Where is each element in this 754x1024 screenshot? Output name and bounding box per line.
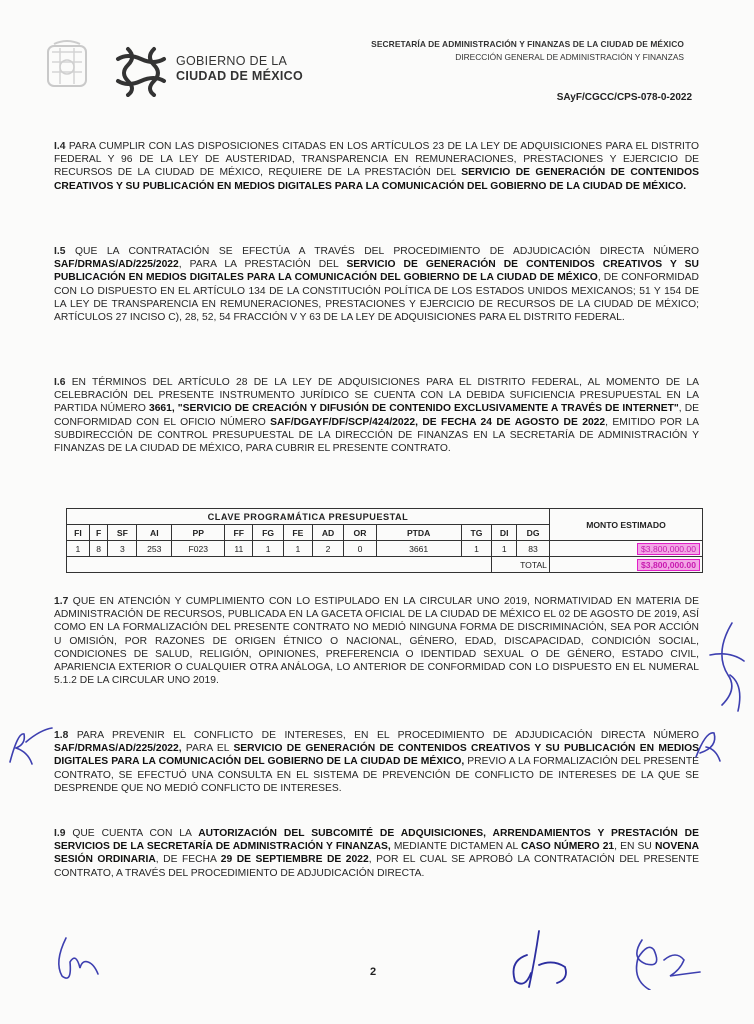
signature-left-margin: [4, 724, 56, 768]
paragraph-text: , DE CONFORMIDAD CON EL OFICIO NÚMERO: [54, 403, 699, 428]
paragraph-number: I.4: [54, 141, 66, 152]
logo-line-1: GOBIERNO DE LA: [176, 54, 288, 68]
table-header: F: [89, 525, 108, 541]
table-cell: 0: [344, 541, 376, 557]
paragraph-i6: [54, 376, 699, 455]
paragraph-bold: CASO NÚMERO 21: [521, 841, 615, 853]
paragraph-text: PARA PREVENIR EL CONFLICTO DE INTERESES, EN EL PROCEDIMIENTO DE ADJUDICACIÓN DIRECTA NÚMERO: [68, 730, 699, 741]
paragraph-bold: SERVICIO DE GENERACIÓN DE CONTENIDOS CREATIVOS Y SU PUBLICACIÓN EN MEDIOS DIGITALES PARA LA COMUNICACIÓN DEL GOBIERNO DE LA CIUDAD DE MÉXICO.: [54, 167, 699, 192]
highlighted-amount: $3,800,000.00: [637, 543, 700, 555]
paragraph-bold: AUTORIZACIÓN DEL SUBCOMITÉ DE ADQUISICIONES, ARRENDAMIENTOS Y PRESTACIÓN DE SERVICIOS DE LA SECRETARÍA DE ADMINISTRACIÓN Y FINANZAS,: [54, 828, 699, 853]
paragraph-text: , PARA LA PRESTACIÓN DEL: [178, 259, 347, 271]
total-spacer: [67, 557, 492, 573]
paragraph-text: , DE FECHA: [155, 854, 221, 866]
paragraph-i9: [54, 827, 699, 880]
table-header: TG: [461, 525, 492, 541]
table-cell: 1: [492, 541, 517, 557]
signature-bottom-right: [618, 930, 710, 990]
paragraph-number: I.5: [54, 246, 66, 257]
secretaria-name: SECRETARÍA DE ADMINISTRACIÓN Y FINANZAS DE LA CIUDAD DE MÉXICO: [371, 39, 684, 49]
paragraph-text: , POR EL CUAL SE APROBÓ LA CONTRATACIÓN DEL PRESENTE CONTRATO, A TRAVÉS DEL PROCEDIMIENTO DE ADJUDICACIÓN DIRECTA.: [54, 854, 699, 879]
table-header: FE: [283, 525, 312, 541]
paragraph-bold: SAF/DRMAS/AD/225/2022: [54, 259, 179, 271]
paragraph-bold: 3661, "SERVICIO DE CREACIÓN Y DIFUSIÓN DE CONTENIDO EXCLUSIVAMENTE A TRAVÉS DE INTERNET": [148, 403, 679, 415]
header-agency: [371, 38, 684, 64]
paragraph-bold: 29 DE SEPTIEMBRE DE 2022: [220, 854, 369, 866]
paragraph-bold: SAF/DRMAS/AD/225/2022,: [54, 743, 182, 755]
budget-key-table: [66, 508, 703, 573]
table-cell: 3: [108, 541, 137, 557]
table-row: [67, 541, 703, 557]
table-cell: 1: [461, 541, 492, 557]
paragraph-number: 1.7: [54, 596, 69, 607]
table-header: OR: [344, 525, 376, 541]
paragraph-1-7: [54, 595, 699, 687]
paragraph-number: I.9: [54, 828, 66, 839]
table-header: DI: [492, 525, 517, 541]
table-header-monto: MONTO ESTIMADO: [549, 509, 702, 541]
page-number: 2: [370, 966, 377, 978]
total-cell: [549, 557, 702, 573]
contract-reference: SAyF/CGCC/CPS-078-0-2022: [556, 92, 692, 103]
paragraph-text: PARA CUMPLIR CON LAS DISPOSICIONES CITADAS EN LOS ARTÍCULOS 23 DE LA LEY DE ADQUISICIONES PARA EL DISTRITO FEDERAL Y 96 DE LA LEY DE AUSTERIDAD, TRANSPARENCIA EN REMUNERACIONES, PRESTACIONES Y EJERCICIO DE RECURSOS DE LA CIUDAD DE MÉXICO, REQUIERE DE LA PRESTACIÓN DEL: [54, 141, 699, 179]
signature-right-margin: [702, 615, 750, 725]
table-header: AI: [137, 525, 172, 541]
table-cell: 2: [312, 541, 344, 557]
amount-cell: [549, 541, 702, 557]
table-cell: F023: [172, 541, 225, 557]
total-row: [67, 557, 703, 573]
paragraph-text: PREVIO A LA FORMALIZACIÓN DEL PRESENTE CONTRATO, SE EFECTUÓ UNA CONSULTA EN EL SISTEMA DE PREVENCIÓN DE CONFLICTO DE INTERESES DE LA QUE SE DESPRENDE QUE NO MEDIÓ CONFLICTO DE INTERESES.: [54, 756, 699, 794]
table-header: FF: [225, 525, 253, 541]
table-cell: 1: [283, 541, 312, 557]
highlighted-total: $3,800,000.00: [637, 559, 700, 571]
paragraph-bold: SERVICIO DE GENERACIÓN DE CONTENIDOS CREATIVOS Y SU PUBLICACIÓN EN MEDIOS DIGITALES PARA LA COMUNICACIÓN DEL GOBIERNO DE LA CIUDAD DE MÉXICO,: [54, 743, 699, 768]
paragraph-text: EN TÉRMINOS DEL ARTÍCULO 28 DE LA LEY DE ADQUISICIONES PARA EL DISTRITO FEDERAL, AL MOMENTO DE LA CELEBRACIÓN DEL PRESENTE INSTRUMENTO JURÍDICO SE CUENTA CON LA DEBIDA SUFICIENCIA PRESUPUESTAL EN LA PARTIDA NÚMERO: [54, 377, 699, 415]
table-header: FI: [67, 525, 90, 541]
signature-bottom-center: [505, 925, 575, 995]
table-header: SF: [108, 525, 137, 541]
table-cell: 11: [225, 541, 253, 557]
signature-mark: [692, 727, 724, 767]
government-name: [176, 54, 303, 84]
table-header: AD: [312, 525, 344, 541]
paragraph-i4: [54, 140, 699, 193]
signature-bottom-left: [48, 930, 108, 986]
coat-of-arms-icon: [44, 40, 90, 92]
paragraph-text: QUE LA CONTRATACIÓN SE EFECTÚA A TRAVÉS DEL PROCEDIMIENTO DE ADJUDICACIÓN DIRECTA NÚMERO: [65, 246, 699, 257]
table-cell: 253: [137, 541, 172, 557]
paragraph-i5: [54, 245, 699, 324]
paragraph-number: 1.8: [54, 730, 69, 741]
paragraph-text: , EN SU: [614, 841, 655, 853]
paragraph-text: QUE EN ATENCIÓN Y CUMPLIMIENTO CON LO ESTIPULADO EN LA CIRCULAR UNO 2019, NORMATIVIDAD EN MATERIA DE ADMINISTRACIÓN DE RECURSOS, PUBLICADA EN LA GACETA OFICIAL DE LA CIUDAD DE MÉXICO EL 02 DE AGOSTO DE 2019, ASÍ COMO EN LA FORMALIZACIÓN DEL PRESENTE CONTRATO NO MEDIÓ NINGUNA FORMA DE DISCRIMINACIÓN, SEA POR ACCIÓN U OMISIÓN, POR RAZONES DE ORIGEN ÉTNICO O NACIONAL, GÉNERO, EDAD, DISCAPACIDAD, CONDICIÓN SOCIAL, CONDICIONES DE SALUD, RELIGIÓN, OPINIONES, PREFERENCIA O IDENTIDAD SEXUAL O DE GÉNERO, ESTADO CIVIL, APARIENCIA EXTERIOR O CUALQUIER OTRA ANÁLOGA, LO ANTERIOR DE CONFORMIDAD CON LO DISPUESTO EN EL NUMERAL 5.1.2 DE LA CIRCULAR UNO 2019.: [54, 596, 699, 687]
table-cell: 83: [517, 541, 550, 557]
direccion-name: DIRECCIÓN GENERAL DE ADMINISTRACIÓN Y FINANZAS: [455, 52, 684, 62]
paragraph-number: I.6: [54, 377, 66, 388]
paragraph-text: PARA EL: [181, 743, 234, 755]
paragraph-text: , EMITIDO POR LA SUBDIRECCIÓN DE CONTROL PRESUPUESTAL DE LA DIRECCIÓN DE FINANZAS EN LA SECRETARÍA DE ADMINISTRACIÓN Y FINANZAS DE LA CIUDAD DE MÉXICO, PARA CUBRIR EL PRESENTE CONTRATO.: [54, 416, 699, 455]
paragraph-text: MEDIANTE DICTAMEN AL: [390, 841, 521, 853]
table-caption: CLAVE PROGRAMÁTICA PRESUPUESTAL: [67, 509, 550, 525]
table-cell: 1: [253, 541, 284, 557]
table-cell: 8: [89, 541, 108, 557]
paragraph-text: QUE CUENTA CON LA: [65, 828, 199, 839]
paragraph-bold: SERVICIO DE GENERACIÓN DE CONTENIDOS CREATIVOS Y SU PUBLICACIÓN EN MEDIOS DIGITALES PARA LA COMUNICACIÓN DEL GOBIERNO DE LA CIUDAD DE MÉXICO: [54, 259, 699, 284]
table-header: PP: [172, 525, 225, 541]
table-header: PTDA: [376, 525, 461, 541]
table-cell: 3661: [376, 541, 461, 557]
table-header: DG: [517, 525, 550, 541]
cdmx-logo-icon: [112, 43, 170, 97]
paragraph-1-8: [54, 729, 699, 795]
table-cell: 1: [67, 541, 90, 557]
paragraph-text: , DE CONFORMIDAD CON LO DISPUESTO EN EL ARTÍCULO 134 DE LA CONSTITUCIÓN POLÍTICA DE LOS ESTADOS UNIDOS MEXICANOS; 51 Y 154 DE LA LEY DE TRANSPARENCIA EN REMUNERACIONES, PRESTACIONES Y EJERCICIO DE RECURSOS DE LA CIUDAD DE MÉXICO; ARTÍCULOS 27 INCISO C), 28, 52, 54 FRACCIÓN V Y 63 DE LA LEY DE ADQUISICIONES PARA EL DISTRITO FEDERAL.: [54, 272, 699, 324]
logo-line-2: CIUDAD DE MÉXICO: [176, 69, 304, 83]
table-header: FG: [253, 525, 284, 541]
paragraph-bold: SAF/DGAYF/DF/SCP/424/2022, DE FECHA 24 DE AGOSTO DE 2022: [270, 416, 606, 428]
paragraph-bold: NOVENA SESIÓN ORDINARIA: [54, 841, 700, 866]
total-label: TOTAL: [492, 557, 550, 573]
